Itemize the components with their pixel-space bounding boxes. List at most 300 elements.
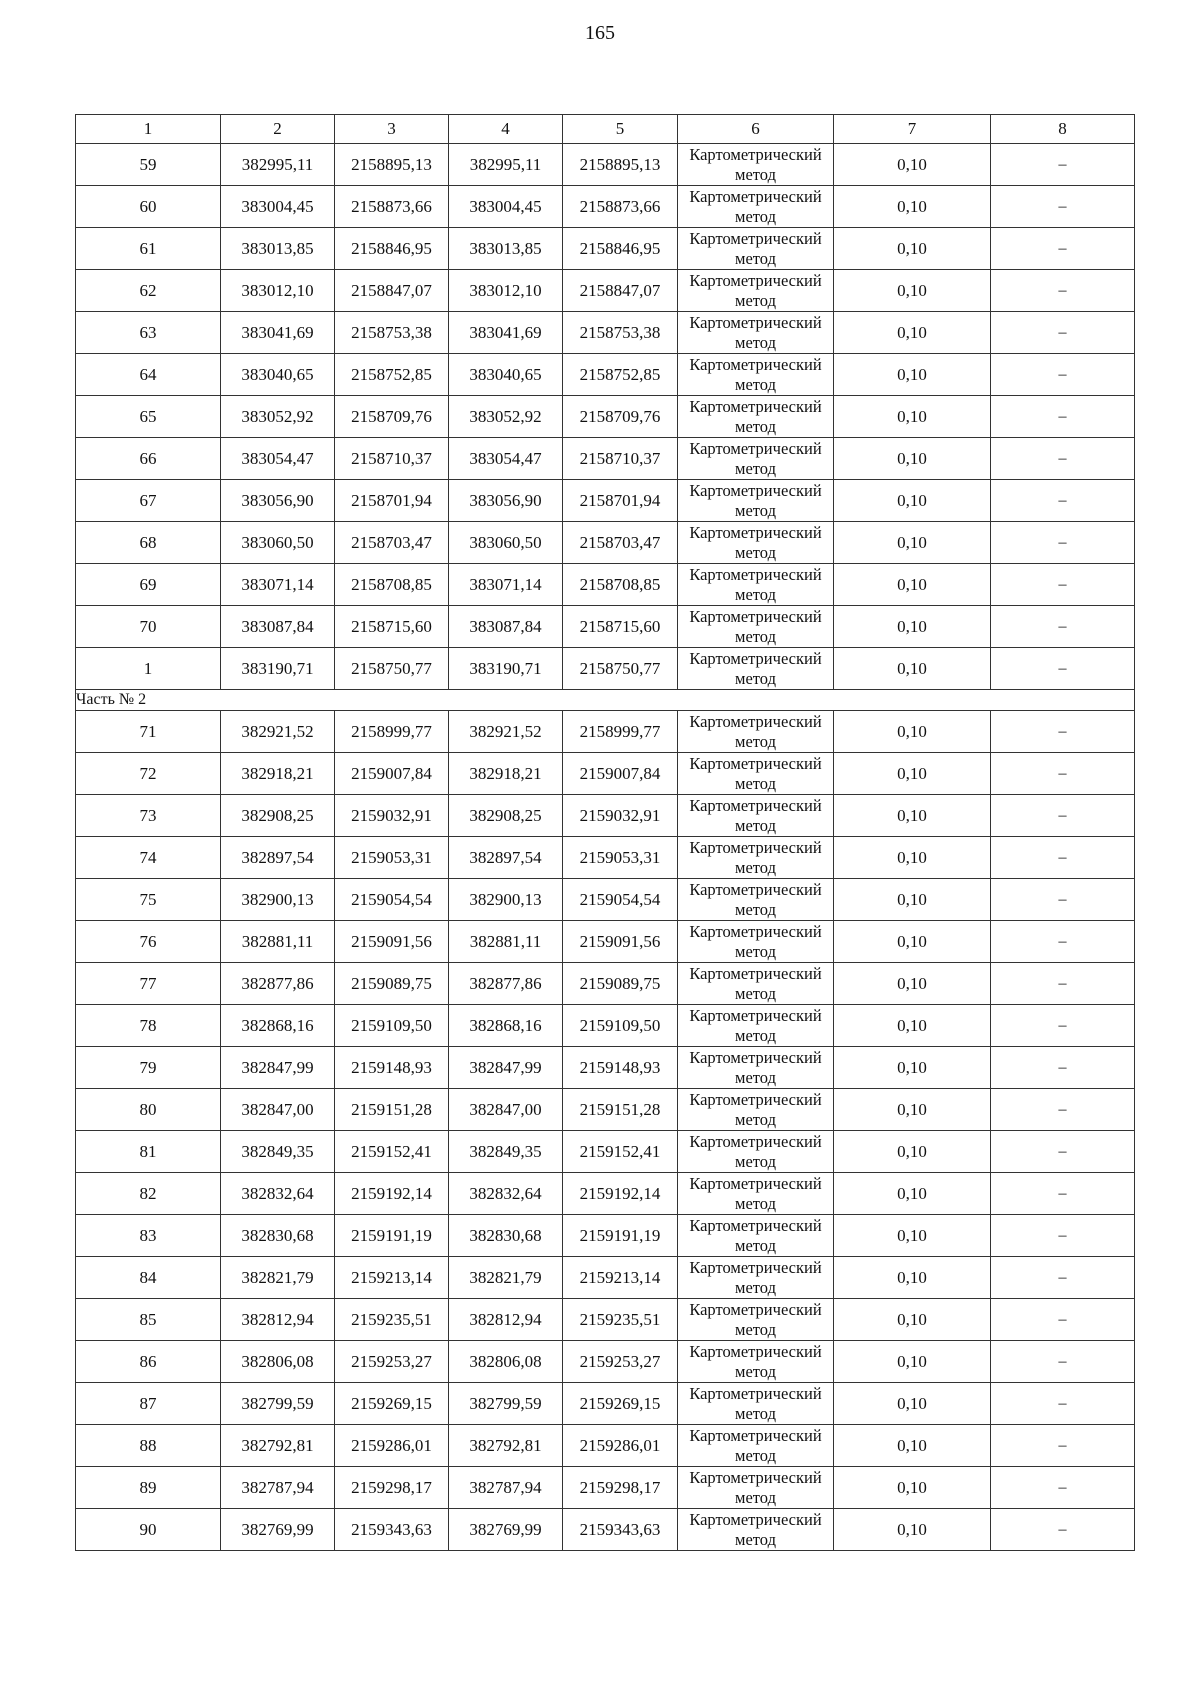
x-coordinate-cell: 382877,86 <box>449 963 563 1005</box>
table-row <box>76 228 1135 270</box>
y-coordinate-cell: 2158703,47 <box>563 522 678 564</box>
x-coordinate-cell: 382900,13 <box>449 879 563 921</box>
x-coordinate-cell: 382897,54 <box>221 837 335 879</box>
table-row <box>76 1383 1135 1425</box>
point-number-cell: 60 <box>76 186 221 228</box>
y-coordinate-cell: 2158715,60 <box>563 606 678 648</box>
method-text: метод <box>735 374 776 394</box>
column-header: 3 <box>335 115 449 144</box>
x-coordinate-cell: 382821,79 <box>221 1257 335 1299</box>
method-cell <box>678 1425 834 1467</box>
x-coordinate-cell: 382897,54 <box>449 837 563 879</box>
method-text: Картометрический <box>689 1215 822 1235</box>
method-text: Картометрический <box>689 1425 822 1445</box>
method-text: метод <box>735 1445 776 1465</box>
method-text: Картометрический <box>689 270 822 290</box>
method-cell <box>678 1257 834 1299</box>
method-cell <box>678 1509 834 1551</box>
x-coordinate-cell: 383013,85 <box>449 228 563 270</box>
point-number-cell: 81 <box>76 1131 221 1173</box>
x-coordinate-cell: 382847,99 <box>449 1047 563 1089</box>
accuracy-cell: 0,10 <box>834 879 991 921</box>
y-coordinate-cell: 2159253,27 <box>335 1341 449 1383</box>
point-number-cell: 88 <box>76 1425 221 1467</box>
y-coordinate-cell: 2159269,15 <box>335 1383 449 1425</box>
y-coordinate-cell: 2159192,14 <box>335 1173 449 1215</box>
x-coordinate-cell: 383012,10 <box>221 270 335 312</box>
x-coordinate-cell: 383004,45 <box>449 186 563 228</box>
y-coordinate-cell: 2159053,31 <box>335 837 449 879</box>
method-cell <box>678 1215 834 1257</box>
description-cell: – <box>991 354 1135 396</box>
x-coordinate-cell: 382847,00 <box>221 1089 335 1131</box>
method-text: Картометрический <box>689 438 822 458</box>
description-cell: – <box>991 1047 1135 1089</box>
x-coordinate-cell: 383056,90 <box>221 480 335 522</box>
method-text: Картометрический <box>689 1005 822 1025</box>
y-coordinate-cell: 2159007,84 <box>335 753 449 795</box>
point-number-cell: 75 <box>76 879 221 921</box>
accuracy-cell: 0,10 <box>834 648 991 690</box>
x-coordinate-cell: 382908,25 <box>221 795 335 837</box>
accuracy-cell: 0,10 <box>834 1509 991 1551</box>
x-coordinate-cell: 382918,21 <box>449 753 563 795</box>
table-row <box>76 522 1135 564</box>
point-number-cell: 65 <box>76 396 221 438</box>
accuracy-cell: 0,10 <box>834 438 991 480</box>
method-text: Картометрический <box>689 963 822 983</box>
accuracy-cell: 0,10 <box>834 1089 991 1131</box>
method-text: Картометрический <box>689 228 822 248</box>
accuracy-cell: 0,10 <box>834 396 991 438</box>
x-coordinate-cell: 382830,68 <box>221 1215 335 1257</box>
method-text: Картометрический <box>689 1383 822 1403</box>
description-cell: – <box>991 711 1135 753</box>
x-coordinate-cell: 383041,69 <box>449 312 563 354</box>
method-cell <box>678 522 834 564</box>
method-text: Картометрический <box>689 1341 822 1361</box>
description-cell: – <box>991 522 1135 564</box>
x-coordinate-cell: 382921,52 <box>221 711 335 753</box>
y-coordinate-cell: 2158873,66 <box>563 186 678 228</box>
accuracy-cell: 0,10 <box>834 1425 991 1467</box>
method-text: Картометрический <box>689 312 822 332</box>
description-cell: – <box>991 1299 1135 1341</box>
accuracy-cell: 0,10 <box>834 837 991 879</box>
table-row <box>76 480 1135 522</box>
accuracy-cell: 0,10 <box>834 1257 991 1299</box>
y-coordinate-cell: 2159235,51 <box>335 1299 449 1341</box>
accuracy-cell: 0,10 <box>834 1383 991 1425</box>
x-coordinate-cell: 382769,99 <box>221 1509 335 1551</box>
accuracy-cell: 0,10 <box>834 795 991 837</box>
y-coordinate-cell: 2159109,50 <box>563 1005 678 1047</box>
accuracy-cell: 0,10 <box>834 1467 991 1509</box>
y-coordinate-cell: 2158847,07 <box>563 270 678 312</box>
table-row <box>76 1425 1135 1467</box>
method-cell <box>678 963 834 1005</box>
method-text: метод <box>735 416 776 436</box>
table-row <box>76 1173 1135 1215</box>
point-number-cell: 90 <box>76 1509 221 1551</box>
y-coordinate-cell: 2158708,85 <box>563 564 678 606</box>
table-row <box>76 1257 1135 1299</box>
table-row <box>76 921 1135 963</box>
y-coordinate-cell: 2158710,37 <box>335 438 449 480</box>
method-text: метод <box>735 1403 776 1423</box>
table-row <box>76 1299 1135 1341</box>
method-text: Картометрический <box>689 1509 822 1529</box>
method-cell <box>678 606 834 648</box>
y-coordinate-cell: 2158701,94 <box>335 480 449 522</box>
x-coordinate-cell: 383071,14 <box>221 564 335 606</box>
table-row <box>76 711 1135 753</box>
y-coordinate-cell: 2159253,27 <box>563 1341 678 1383</box>
x-coordinate-cell: 383060,50 <box>221 522 335 564</box>
method-text: метод <box>735 206 776 226</box>
description-cell: – <box>991 1173 1135 1215</box>
x-coordinate-cell: 382881,11 <box>221 921 335 963</box>
method-cell <box>678 396 834 438</box>
y-coordinate-cell: 2159213,14 <box>335 1257 449 1299</box>
description-cell: – <box>991 1215 1135 1257</box>
y-coordinate-cell: 2159091,56 <box>563 921 678 963</box>
x-coordinate-cell: 383052,92 <box>221 396 335 438</box>
x-coordinate-cell: 382868,16 <box>449 1005 563 1047</box>
y-coordinate-cell: 2159286,01 <box>335 1425 449 1467</box>
x-coordinate-cell: 383087,84 <box>449 606 563 648</box>
method-cell <box>678 1173 834 1215</box>
accuracy-cell: 0,10 <box>834 354 991 396</box>
y-coordinate-cell: 2159148,93 <box>563 1047 678 1089</box>
y-coordinate-cell: 2159089,75 <box>563 963 678 1005</box>
accuracy-cell: 0,10 <box>834 522 991 564</box>
y-coordinate-cell: 2159191,19 <box>335 1215 449 1257</box>
method-text: Картометрический <box>689 1089 822 1109</box>
description-cell: – <box>991 753 1135 795</box>
x-coordinate-cell: 382921,52 <box>449 711 563 753</box>
x-coordinate-cell: 383040,65 <box>221 354 335 396</box>
description-cell: – <box>991 795 1135 837</box>
method-cell <box>678 144 834 186</box>
section-label: Часть № 2 <box>76 690 1135 711</box>
y-coordinate-cell: 2158753,38 <box>335 312 449 354</box>
x-coordinate-cell: 382812,94 <box>449 1299 563 1341</box>
x-coordinate-cell: 383054,47 <box>449 438 563 480</box>
description-cell: – <box>991 438 1135 480</box>
point-number-cell: 64 <box>76 354 221 396</box>
method-cell <box>678 312 834 354</box>
method-text: метод <box>735 941 776 961</box>
method-text: метод <box>735 1235 776 1255</box>
y-coordinate-cell: 2158701,94 <box>563 480 678 522</box>
method-text: метод <box>735 899 776 919</box>
description-cell: – <box>991 1425 1135 1467</box>
x-coordinate-cell: 382787,94 <box>221 1467 335 1509</box>
method-cell <box>678 1005 834 1047</box>
x-coordinate-cell: 382849,35 <box>221 1131 335 1173</box>
method-cell <box>678 837 834 879</box>
accuracy-cell: 0,10 <box>834 1341 991 1383</box>
accuracy-cell: 0,10 <box>834 144 991 186</box>
method-text: метод <box>735 668 776 688</box>
y-coordinate-cell: 2158873,66 <box>335 186 449 228</box>
x-coordinate-cell: 382787,94 <box>449 1467 563 1509</box>
x-coordinate-cell: 383060,50 <box>449 522 563 564</box>
x-coordinate-cell: 382769,99 <box>449 1509 563 1551</box>
table-row <box>76 1047 1135 1089</box>
point-number-cell: 70 <box>76 606 221 648</box>
table-row <box>76 795 1135 837</box>
x-coordinate-cell: 382821,79 <box>449 1257 563 1299</box>
table-row <box>76 564 1135 606</box>
method-cell <box>678 1467 834 1509</box>
point-number-cell: 73 <box>76 795 221 837</box>
method-cell <box>678 186 834 228</box>
method-cell <box>678 438 834 480</box>
method-text: Картометрический <box>689 795 822 815</box>
method-text: метод <box>735 290 776 310</box>
y-coordinate-cell: 2159091,56 <box>335 921 449 963</box>
description-cell: – <box>991 1509 1135 1551</box>
point-number-cell: 78 <box>76 1005 221 1047</box>
y-coordinate-cell: 2159109,50 <box>335 1005 449 1047</box>
method-cell <box>678 228 834 270</box>
page-number: 165 <box>585 22 615 44</box>
table-row <box>76 1089 1135 1131</box>
method-text: Картометрический <box>689 1131 822 1151</box>
description-cell: – <box>991 1005 1135 1047</box>
method-text: Картометрический <box>689 396 822 416</box>
x-coordinate-cell: 382799,59 <box>449 1383 563 1425</box>
y-coordinate-cell: 2159151,28 <box>335 1089 449 1131</box>
method-text: метод <box>735 1529 776 1549</box>
table-row <box>76 648 1135 690</box>
description-cell: – <box>991 1089 1135 1131</box>
point-number-cell: 82 <box>76 1173 221 1215</box>
y-coordinate-cell: 2159191,19 <box>563 1215 678 1257</box>
y-coordinate-cell: 2158708,85 <box>335 564 449 606</box>
method-text: Картометрический <box>689 1299 822 1319</box>
point-number-cell: 72 <box>76 753 221 795</box>
point-number-cell: 87 <box>76 1383 221 1425</box>
coordinates-table <box>75 114 1135 1551</box>
point-number-cell: 86 <box>76 1341 221 1383</box>
point-number-cell: 66 <box>76 438 221 480</box>
column-header: 1 <box>76 115 221 144</box>
y-coordinate-cell: 2159152,41 <box>335 1131 449 1173</box>
point-number-cell: 89 <box>76 1467 221 1509</box>
method-text: метод <box>735 164 776 184</box>
y-coordinate-cell: 2159192,14 <box>563 1173 678 1215</box>
column-header: 5 <box>563 115 678 144</box>
accuracy-cell: 0,10 <box>834 1173 991 1215</box>
table-row <box>76 438 1135 480</box>
method-text: Картометрический <box>689 564 822 584</box>
table-row <box>76 879 1135 921</box>
method-text: Картометрический <box>689 837 822 857</box>
point-number-cell: 77 <box>76 963 221 1005</box>
section-row <box>76 690 1135 711</box>
y-coordinate-cell: 2158710,37 <box>563 438 678 480</box>
point-number-cell: 85 <box>76 1299 221 1341</box>
method-text: Картометрический <box>689 711 822 731</box>
accuracy-cell: 0,10 <box>834 921 991 963</box>
y-coordinate-cell: 2158753,38 <box>563 312 678 354</box>
method-cell <box>678 480 834 522</box>
y-coordinate-cell: 2158846,95 <box>563 228 678 270</box>
point-number-cell: 67 <box>76 480 221 522</box>
table-row <box>76 1467 1135 1509</box>
description-cell: – <box>991 879 1135 921</box>
table-row <box>76 354 1135 396</box>
accuracy-cell: 0,10 <box>834 480 991 522</box>
y-coordinate-cell: 2158709,76 <box>563 396 678 438</box>
method-text: Картометрический <box>689 1047 822 1067</box>
method-text: Картометрический <box>689 648 822 668</box>
accuracy-cell: 0,10 <box>834 1047 991 1089</box>
method-text: Картометрический <box>689 606 822 626</box>
method-text: метод <box>735 1109 776 1129</box>
method-text: метод <box>735 815 776 835</box>
method-text: метод <box>735 542 776 562</box>
description-cell: – <box>991 1383 1135 1425</box>
y-coordinate-cell: 2158752,85 <box>563 354 678 396</box>
description-cell: – <box>991 606 1135 648</box>
table-row <box>76 144 1135 186</box>
y-coordinate-cell: 2159054,54 <box>335 879 449 921</box>
method-text: Картометрический <box>689 144 822 164</box>
accuracy-cell: 0,10 <box>834 228 991 270</box>
y-coordinate-cell: 2158846,95 <box>335 228 449 270</box>
x-coordinate-cell: 382806,08 <box>221 1341 335 1383</box>
description-cell: – <box>991 963 1135 1005</box>
method-text: метод <box>735 1067 776 1087</box>
x-coordinate-cell: 382847,99 <box>221 1047 335 1089</box>
y-coordinate-cell: 2158703,47 <box>335 522 449 564</box>
table-row <box>76 963 1135 1005</box>
description-cell: – <box>991 1131 1135 1173</box>
x-coordinate-cell: 382812,94 <box>221 1299 335 1341</box>
x-coordinate-cell: 382900,13 <box>221 879 335 921</box>
method-text: Картометрический <box>689 879 822 899</box>
point-number-cell: 80 <box>76 1089 221 1131</box>
description-cell: – <box>991 270 1135 312</box>
x-coordinate-cell: 382881,11 <box>449 921 563 963</box>
point-number-cell: 68 <box>76 522 221 564</box>
method-cell <box>678 753 834 795</box>
y-coordinate-cell: 2158999,77 <box>335 711 449 753</box>
x-coordinate-cell: 382792,81 <box>449 1425 563 1467</box>
table-row <box>76 1341 1135 1383</box>
method-text: Картометрический <box>689 1467 822 1487</box>
x-coordinate-cell: 382830,68 <box>449 1215 563 1257</box>
method-text: метод <box>735 458 776 478</box>
y-coordinate-cell: 2159032,91 <box>335 795 449 837</box>
x-coordinate-cell: 382877,86 <box>221 963 335 1005</box>
x-coordinate-cell: 382806,08 <box>449 1341 563 1383</box>
table-row <box>76 1509 1135 1551</box>
y-coordinate-cell: 2158752,85 <box>335 354 449 396</box>
accuracy-cell: 0,10 <box>834 606 991 648</box>
method-text: метод <box>735 1151 776 1171</box>
column-header: 8 <box>991 115 1135 144</box>
method-text: Картометрический <box>689 480 822 500</box>
method-text: метод <box>735 857 776 877</box>
y-coordinate-cell: 2159054,54 <box>563 879 678 921</box>
x-coordinate-cell: 382849,35 <box>449 1131 563 1173</box>
method-text: метод <box>735 1193 776 1213</box>
method-text: метод <box>735 983 776 1003</box>
method-text: метод <box>735 332 776 352</box>
accuracy-cell: 0,10 <box>834 1215 991 1257</box>
table-row <box>76 753 1135 795</box>
method-cell <box>678 1341 834 1383</box>
point-number-cell: 79 <box>76 1047 221 1089</box>
description-cell: – <box>991 186 1135 228</box>
accuracy-cell: 0,10 <box>834 312 991 354</box>
accuracy-cell: 0,10 <box>834 963 991 1005</box>
y-coordinate-cell: 2159007,84 <box>563 753 678 795</box>
y-coordinate-cell: 2158750,77 <box>335 648 449 690</box>
point-number-cell: 84 <box>76 1257 221 1299</box>
method-text: метод <box>735 1487 776 1507</box>
header-row <box>76 115 1135 144</box>
x-coordinate-cell: 383012,10 <box>449 270 563 312</box>
x-coordinate-cell: 382918,21 <box>221 753 335 795</box>
x-coordinate-cell: 382832,64 <box>221 1173 335 1215</box>
y-coordinate-cell: 2159152,41 <box>563 1131 678 1173</box>
description-cell: – <box>991 1467 1135 1509</box>
point-number-cell: 83 <box>76 1215 221 1257</box>
table-row <box>76 1131 1135 1173</box>
description-cell: – <box>991 648 1135 690</box>
method-text: метод <box>735 248 776 268</box>
point-number-cell: 62 <box>76 270 221 312</box>
x-coordinate-cell: 382868,16 <box>221 1005 335 1047</box>
method-cell <box>678 564 834 606</box>
table-row <box>76 270 1135 312</box>
description-cell: – <box>991 1341 1135 1383</box>
table-row <box>76 186 1135 228</box>
accuracy-cell: 0,10 <box>834 1299 991 1341</box>
method-cell <box>678 1383 834 1425</box>
x-coordinate-cell: 382847,00 <box>449 1089 563 1131</box>
description-cell: – <box>991 144 1135 186</box>
method-cell <box>678 795 834 837</box>
method-text: Картометрический <box>689 921 822 941</box>
y-coordinate-cell: 2158715,60 <box>335 606 449 648</box>
x-coordinate-cell: 383087,84 <box>221 606 335 648</box>
x-coordinate-cell: 383040,65 <box>449 354 563 396</box>
x-coordinate-cell: 383054,47 <box>221 438 335 480</box>
x-coordinate-cell: 382792,81 <box>221 1425 335 1467</box>
y-coordinate-cell: 2159053,31 <box>563 837 678 879</box>
x-coordinate-cell: 383052,92 <box>449 396 563 438</box>
method-text: Картометрический <box>689 753 822 773</box>
y-coordinate-cell: 2158847,07 <box>335 270 449 312</box>
method-text: Картометрический <box>689 1173 822 1193</box>
table-row <box>76 606 1135 648</box>
table-row <box>76 312 1135 354</box>
description-cell: – <box>991 228 1135 270</box>
y-coordinate-cell: 2158709,76 <box>335 396 449 438</box>
method-cell <box>678 1131 834 1173</box>
column-header: 4 <box>449 115 563 144</box>
x-coordinate-cell: 382799,59 <box>221 1383 335 1425</box>
x-coordinate-cell: 382908,25 <box>449 795 563 837</box>
table-row <box>76 837 1135 879</box>
